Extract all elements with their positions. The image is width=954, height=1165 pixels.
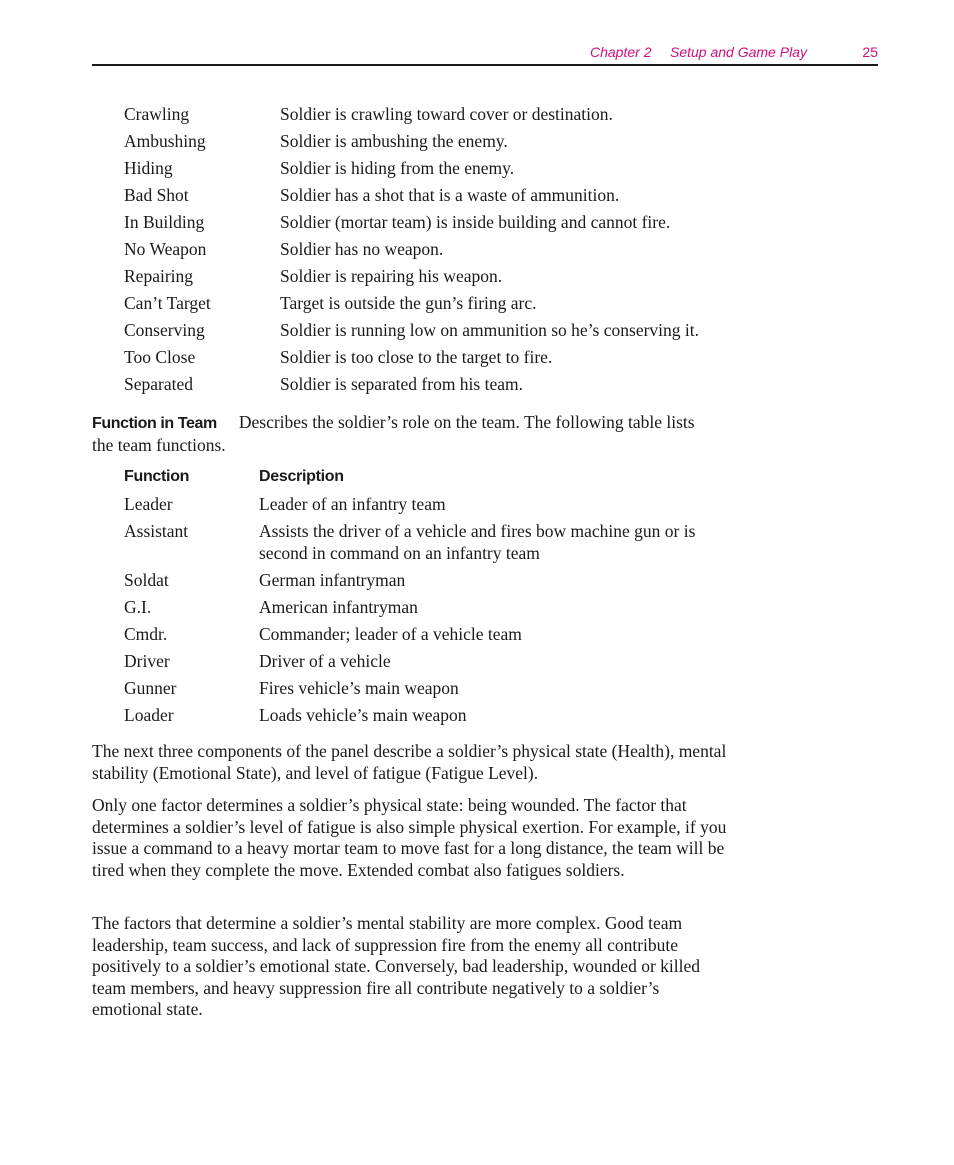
table-row <box>124 651 744 673</box>
status-description: Target is outside the gun’s firing arc. <box>280 293 537 313</box>
status-description: Soldier is hiding from the enemy. <box>280 158 515 178</box>
status-term: Crawling <box>124 104 190 124</box>
function-description: American infantryman <box>259 596 418 617</box>
function-description: Assists the driver of a vehicle and fires bow machine gun or is second in command on an infantry team <box>259 521 696 563</box>
function-name: Loader <box>124 704 174 725</box>
function-description: Fires vehicle’s main weapon <box>259 677 459 698</box>
status-description: Soldier has no weapon. <box>280 239 444 259</box>
section-title: Setup and Game Play <box>670 44 807 60</box>
function-name: Gunner <box>124 677 177 698</box>
body-paragraph: Only one factor determines a soldier’s physical state: being wounded. The factor that determines a soldier’s level of fatigue is also simple physical exertion. For example, if you issue a command to a heavy mortar team to move fast for a long distance, the team will be tired when they complete the move. Extended combat also fatigues soldiers. <box>92 795 727 880</box>
function-name: Assistant <box>124 521 189 541</box>
table-row <box>124 624 744 646</box>
function-name: G.I. <box>124 596 152 617</box>
function-description: Driver of a vehicle <box>259 650 391 671</box>
function-description: Commander; leader of a vehicle team <box>259 623 522 644</box>
table-row <box>124 705 744 727</box>
status-description: Soldier has a shot that is a waste of ammunition. <box>280 185 620 205</box>
status-description: Soldier is too close to the target to fire. <box>280 347 553 367</box>
status-description: Soldier is crawling toward cover or destination. <box>280 104 613 124</box>
status-term: Repairing <box>124 266 194 286</box>
run-in-heading: Function in Team <box>92 415 217 432</box>
table-row <box>124 570 744 592</box>
status-term: Bad Shot <box>124 185 189 205</box>
function-intro-text: Describes the soldier’s role on the team. The following table lists the team functions. <box>92 412 695 455</box>
function-table <box>124 466 744 726</box>
status-description: Soldier (mortar team) is inside building and cannot fire. <box>280 212 671 232</box>
function-description: German infantryman <box>259 569 406 590</box>
column-header-description: Description <box>259 468 344 485</box>
page-number: 25 <box>862 44 878 60</box>
chapter-label: Chapter 2 <box>590 44 652 60</box>
status-term: No Weapon <box>124 239 207 259</box>
function-description: Leader of an infantry team <box>259 494 446 514</box>
status-description: Soldier is repairing his weapon. <box>280 266 503 286</box>
function-name: Leader <box>124 494 173 514</box>
function-table-header <box>124 466 744 494</box>
function-description: Loads vehicle’s main weapon <box>259 704 467 725</box>
table-row <box>124 678 744 700</box>
table-row <box>124 521 744 564</box>
body-paragraph: The factors that determine a soldier’s mental stability are more complex. Good team leadership, team success, and lack of suppression fire from the enemy all contribute positively to a soldier’s emotional state. Conversely, bad leadership, wounded or killed team members, and heavy suppression fire all contribute negatively to a soldier’s emotional state. <box>92 913 700 1019</box>
table-row <box>124 597 744 619</box>
status-term: Hiding <box>124 158 173 178</box>
status-description: Soldier is separated from his team. <box>280 374 523 394</box>
page-header <box>92 44 878 66</box>
table-row <box>124 494 744 516</box>
status-term: Too Close <box>124 347 196 367</box>
status-term: Can’t Target <box>124 293 211 313</box>
function-name: Driver <box>124 650 170 671</box>
status-term: Ambushing <box>124 131 206 151</box>
body-paragraph: The next three components of the panel describe a soldier’s physical state (Health), mental stability (Emotional State), and level of fatigue (Fatigue Level). <box>92 741 727 783</box>
function-name: Soldat <box>124 569 169 590</box>
function-intro-paragraph <box>92 412 712 456</box>
status-description: Soldier is ambushing the enemy. <box>280 131 508 151</box>
status-description: Soldier is running low on ammunition so he’s conserving it. <box>280 320 700 340</box>
status-term: Separated <box>124 374 193 394</box>
status-term: In Building <box>124 212 205 232</box>
column-header-function: Function <box>124 468 190 485</box>
status-term: Conserving <box>124 320 205 340</box>
function-name: Cmdr. <box>124 623 168 644</box>
